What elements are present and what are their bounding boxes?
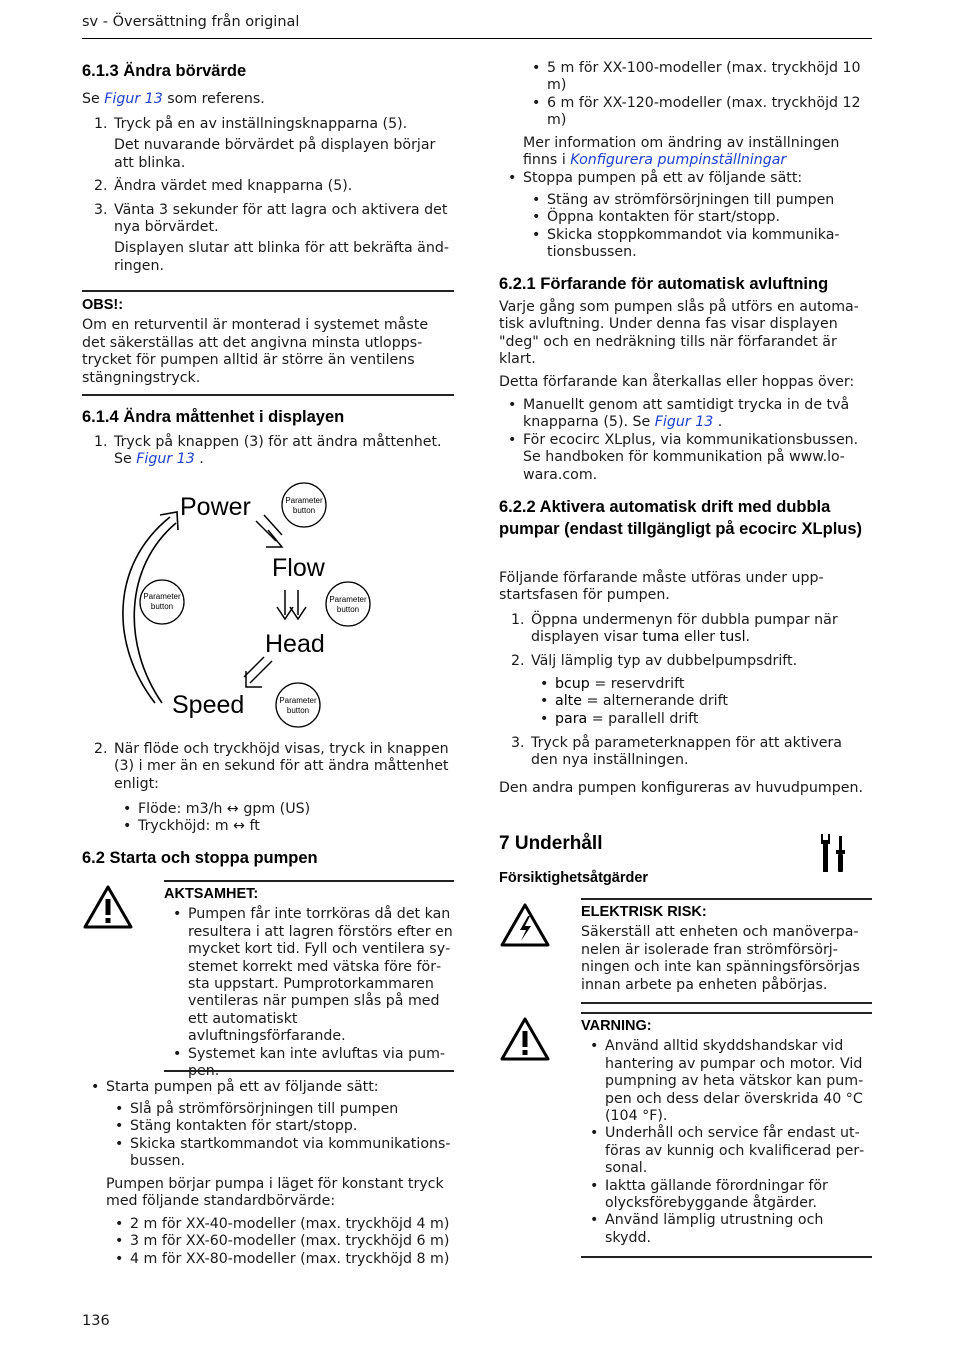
section-6-2-title: 6.2 Starta och stoppa pumpen (82, 849, 318, 867)
list-item: • För ecocirc XLplus, via kommunikationsbussen. Se handboken för kommunikation på www.lowara.com. (499, 432, 872, 484)
svg-text:Parameter: Parameter (329, 595, 367, 604)
step-note: Det nuvarande börvärdet på displayen börjar att blinka. (114, 137, 436, 171)
section-6-2-2-title: 6.2.2 Aktivera automatisk drift med dubbla pumpar (endast tillgängligt på ecocirc XLplus) (499, 498, 863, 538)
list-item: • Systemet kan inte avluftas via pumpen. (164, 1046, 454, 1081)
svg-text:button: button (336, 605, 360, 614)
label-head: Head (265, 630, 325, 658)
list-item: • 2 m för XX-40-modeller (max. tryckhöjd 4 m) (106, 1216, 466, 1233)
obs-text: Om en returventil är monterad i systemet måste det säkerställas att det angivna minsta utloppstrycket för pumpen alltid är större än ventilens stängningstryck. (82, 317, 429, 386)
section-6-1-4-steps (82, 434, 454, 469)
figure-13-link[interactable]: Figur 13 (104, 91, 163, 107)
list-item: • 3 m för XX-60-modeller (max. tryckhöjd 6 m) (106, 1233, 466, 1250)
list-item: 2. Ändra värdet med knapparna (5). (94, 178, 353, 195)
list-item: • Iaktta gällande förordningar för olycksförebyggande åtgärder. (581, 1178, 872, 1213)
more-info-text: Mer information om ändring av inställningen finns i Konfigurera pumpinställningar (523, 135, 840, 169)
list-item: 2. Välj lämplig typ av dubbelpumpsdrift. (511, 652, 798, 669)
list-item: • Pumpen får inte torrköras då det kan resultera i att lagren förstörs efter en mycket kort tid. Fyll och ventilera systemet korrekt med vätska före första uppstart. Pumprotorkammaren ventileras när pumpen slås på med ett automatiskt avluftningsförfarande. (164, 906, 454, 1045)
list-item: • Tryckhöjd: m ↔ ft (114, 818, 454, 835)
display-code: bcup (555, 676, 590, 692)
list-item: • Stäng kontakten för start/stopp. (106, 1118, 454, 1135)
label-speed: Speed (172, 691, 245, 719)
svg-text:Parameter: Parameter (143, 592, 181, 601)
list-item: 1. Öppna undermenyn för dubbla pumpar när displayen visar tuma eller tusl. (511, 612, 838, 646)
list-item: • Flöde: m3/h ↔ gpm (US) (114, 801, 454, 818)
obs-note-box (82, 290, 454, 396)
start-methods-list (106, 1101, 454, 1171)
section-7-title: 7 Underhåll (499, 833, 603, 854)
warning-triangle-icon (82, 884, 134, 930)
display-code: alte (555, 693, 582, 710)
figure-13-link[interactable]: Figur 13 (654, 414, 714, 431)
section-6-1-3-ref: Se Figur 13 som referens. (82, 91, 265, 107)
svg-text:Parameter: Parameter (285, 496, 323, 505)
stop-intro-list (499, 170, 872, 187)
section-6-1-4-title: 6.1.4 Ändra måttenhet i displayen (82, 408, 345, 426)
warning-list (581, 1038, 872, 1247)
obs-label: OBS!: (82, 297, 124, 313)
list-item: • 6 m för XX-120-modeller (max. tryckhöjd 12 m) (523, 95, 872, 130)
parameter-button-right (326, 582, 370, 626)
list-item: • Skicka startkommandot via kommunikationsbussen. (106, 1136, 454, 1171)
list-item: 1. Tryck på en av inställningsknapparna (5). Det nuvarande börvärdet på displayen börjar att blinka. (82, 116, 454, 172)
deaeration-options-list (499, 397, 872, 484)
running-header: sv - Översättning från original (82, 14, 300, 30)
list-item: 2. När flöde och tryckhöjd visas, tryck in knappen (3) i mer än en sekund för att ändra måttenhet enligt: (94, 741, 449, 792)
electrical-hazard-icon (499, 902, 551, 948)
arrow-head-to-speed (244, 657, 272, 687)
list-item: • Manuellt genom att samtidigt trycka in de två knapparna (5). Se Figur 13 . (499, 397, 872, 432)
section-6-2-1-title: 6.2.1 Förfarande för automatisk avluftning (499, 275, 829, 293)
list-item: 3. Vänta 3 sekunder för att lagra och aktivera det nya börvärdet. Displayen slutar att blinka för att bekräfta ändringen. (82, 202, 454, 276)
parameter-button-bottom (276, 683, 320, 727)
caution-label: AKTSAMHET: (164, 886, 259, 902)
electrical-risk-text: Säkerställ att enheten och manöverpanelen är isolerade fran strömförsörjningen och inte kan spänningsförsörjas innan arbete pa enheten påbörjas. (581, 924, 860, 993)
cycle-arrow-head (160, 512, 178, 530)
step-note: Displayen slutar att blinka för att bekräfta ändringen. (114, 240, 449, 274)
svg-text:button: button (150, 602, 174, 611)
section-6-1-3-steps (82, 116, 454, 275)
list-item: • Skicka stoppkommandot via kommunikationsbussen. (523, 227, 872, 262)
display-code: tusl (719, 629, 746, 646)
display-code: tuma (642, 629, 680, 646)
warning-triangle-icon (499, 1016, 551, 1062)
arrow-flow-to-head (277, 590, 306, 619)
stop-methods-list (523, 192, 872, 262)
list-item: • Stoppa pumpen på ett av följande sätt: (499, 170, 872, 187)
list-item: 1. Tryck på knappen (3) för att ändra måttenhet. Se Figur 13 . (94, 434, 442, 468)
section-6-1-4-steps-cont (82, 741, 454, 793)
caution-box (82, 880, 454, 1080)
default-setpoint-list-cont (523, 60, 872, 130)
svg-text:Parameter: Parameter (279, 696, 317, 705)
default-setpoint-list (106, 1216, 466, 1268)
list-item: • Öppna kontakten för start/stopp. (523, 209, 872, 226)
section-6-1-3-title: 6.1.3 Ändra börvärde (82, 62, 247, 80)
list-item: • 4 m för XX-80-modeller (max. tryckhöjd 8 m) (106, 1251, 466, 1268)
list-item: • Slå på strömförsörjningen till pumpen (106, 1101, 454, 1118)
deaeration-paragraph: Varje gång som pumpen slås på utförs en automatisk avluftning. Under denna fas visar displayen "deg" och en nedräkning tills när förfarandet är klart. (499, 299, 859, 368)
parameter-button-top (282, 483, 326, 527)
electrical-risk-label: ELEKTRISK RISK: (581, 904, 707, 920)
list-item: • bcup = reservdrift (531, 676, 872, 693)
list-item: • Starta pumpen på ett av följande sätt: (82, 1079, 454, 1096)
list-item: • para = parallell drift (531, 711, 872, 728)
unit-cycle-diagram (100, 475, 367, 735)
electrical-risk-content (581, 898, 872, 1004)
unit-list (114, 801, 454, 836)
default-setpoint-text: Pumpen börjar pumpa i läget för konstant tryck med följande standardbörvärde: (106, 1176, 444, 1210)
list-item: • Underhåll och service får endast utföras av kunnig och kvalificerad personal. (581, 1125, 872, 1177)
list-item: • Använd lämplig utrustning och skydd. (581, 1212, 872, 1247)
page-number: 136 (82, 1313, 110, 1329)
display-code: para (555, 710, 588, 727)
caution-list (164, 906, 454, 1080)
list-item: 3. Tryck på parameterknappen för att aktivera den nya inställningen. (511, 735, 843, 769)
list-item: • Använd alltid skyddshandskar vid hantering av pumpar och motor. Vid pumpning av heta vätskor kan pumpen och dess delar överskrida 40 °C (104 °F). (581, 1038, 872, 1125)
arrow-power-to-flow (256, 515, 282, 547)
twin-pump-steps-cont (499, 735, 872, 770)
warning-content (581, 1012, 872, 1258)
warning-label: VARNING: (581, 1018, 652, 1034)
header-divider (82, 38, 872, 39)
configure-pump-settings-link[interactable]: Konfigurera pumpinställningar (570, 152, 787, 169)
svg-text:button: button (292, 506, 316, 515)
precautions-subtitle: Försiktighetsåtgärder (499, 870, 649, 886)
list-item: • alte = alternerande drift (531, 693, 872, 710)
list-item: • 5 m för XX-100-modeller (max. tryckhöjd 10 m) (523, 60, 872, 95)
twin-pump-intro: Följande förfarande måste utföras under uppstartsfasen för pumpen. (499, 570, 824, 604)
tools-icon (818, 832, 850, 874)
label-power: Power (180, 493, 251, 521)
twin-pump-modes (531, 676, 872, 728)
caution-content (164, 880, 454, 1080)
warning-box (499, 1012, 872, 1258)
electrical-risk-box (499, 898, 872, 1004)
twin-pump-outro: Den andra pumpen konfigureras av huvudpumpen. (499, 780, 863, 796)
deaeration-recall-text: Detta förfarande kan återkallas eller hoppas över: (499, 374, 855, 390)
start-intro-list (82, 1079, 454, 1096)
svg-text:button: button (286, 706, 310, 715)
figure-13-link[interactable]: Figur 13 (136, 451, 195, 468)
list-item: • Stäng av strömförsörjningen till pumpen (523, 192, 872, 209)
label-flow: Flow (272, 554, 325, 582)
twin-pump-steps (499, 612, 872, 670)
parameter-button-left (140, 580, 184, 624)
